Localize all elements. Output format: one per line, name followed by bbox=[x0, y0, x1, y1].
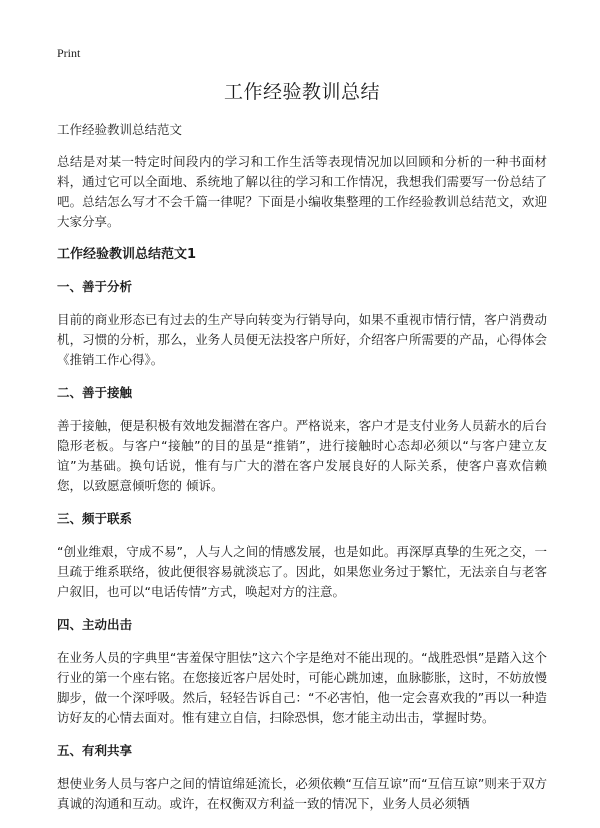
section-title: 工作经验教训总结范文1 bbox=[57, 247, 197, 262]
item-heading-keep-in-touch: 三、频于联系 bbox=[57, 511, 133, 526]
item-heading-take-initiative: 四、主动出击 bbox=[57, 617, 133, 632]
item-body-share-benefits: 想使业务人员与客户之间的情谊绵延流长，必须依赖“互信互谅”而“互信互谅”则来于双方真诚的沟通和互动。或许，在权衡双方利益一致的情况下，业务人员必须牺 bbox=[57, 776, 547, 811]
item-body-keep-in-touch: “创业维艰，守成不易”，人与人之间的情感发展，也是如此。再深厚真挚的生死之交，一旦疏于维系联络，彼此便很容易就淡忘了。因此，如果您业务过于繁忙，无法亲自与老客户叙旧，也可以“电话传情”方式，唤起对方的注意。 bbox=[57, 544, 547, 599]
item-heading-contact: 二、善于接触 bbox=[57, 385, 133, 400]
item-body-analysis: 目前的商业形态已有过去的生产导向转变为行销导向，如果不重视市情行情，客户消费动机，习惯的分析，那么，业务人员便无法投客户所好，介绍客户所需要的产品，心得体会《推销工作心得》。 bbox=[57, 312, 547, 367]
item-body-take-initiative: 在业务人员的字典里“害羞保守胆怯”这六个字是绝对不能出现的。“战胜恐惧”是踏入这个行业的第一个座右铭。在您接近客户居处时，可能心跳加速，血脉膨胀，这时，不妨放慢脚步，做一个深呼吸。然后，轻轻告诉自己：“不必害怕，他一定会喜欢我的”再以一种造访好友的心情去面对。惟有建立自信，扫除恐惧，您才能主动出击，掌握时势。 bbox=[57, 650, 547, 725]
intro-paragraph: 总结是对某一特定时间段内的学习和工作生活等表现情况加以回顾和分析的一种书面材料，通过它可以全面地、系统地了解以往的学习和工作情况，我想我们需要写一份总结了吧。总结怎么写才不会千篇一律呢？下面是小编收集整理的工作经验教训总结范文，欢迎大家分享。 bbox=[57, 154, 547, 229]
print-link[interactable]: Print bbox=[57, 46, 81, 60]
item-heading-share-benefits: 五、有利共享 bbox=[57, 743, 133, 758]
document-subtitle: 工作经验教训总结范文 bbox=[57, 122, 183, 137]
document-title: 工作经验教训总结 bbox=[223, 81, 380, 103]
item-heading-analysis: 一、善于分析 bbox=[57, 279, 133, 294]
item-body-contact: 善于接触，便是积极有效地发掘潜在客户。严格说来，客户才是支付业务人员薪水的后台隐形老板。与客户“接触”的目的虽是“推销”，进行接触时心态却必须以“与客户建立友谊”为基础。换句话说，惟有与广大的潜在客户发展良好的人际关系，使客户喜欢信赖您，以致愿意倾听您的 倾诉。 bbox=[57, 418, 547, 493]
document-content bbox=[57, 78, 547, 828]
